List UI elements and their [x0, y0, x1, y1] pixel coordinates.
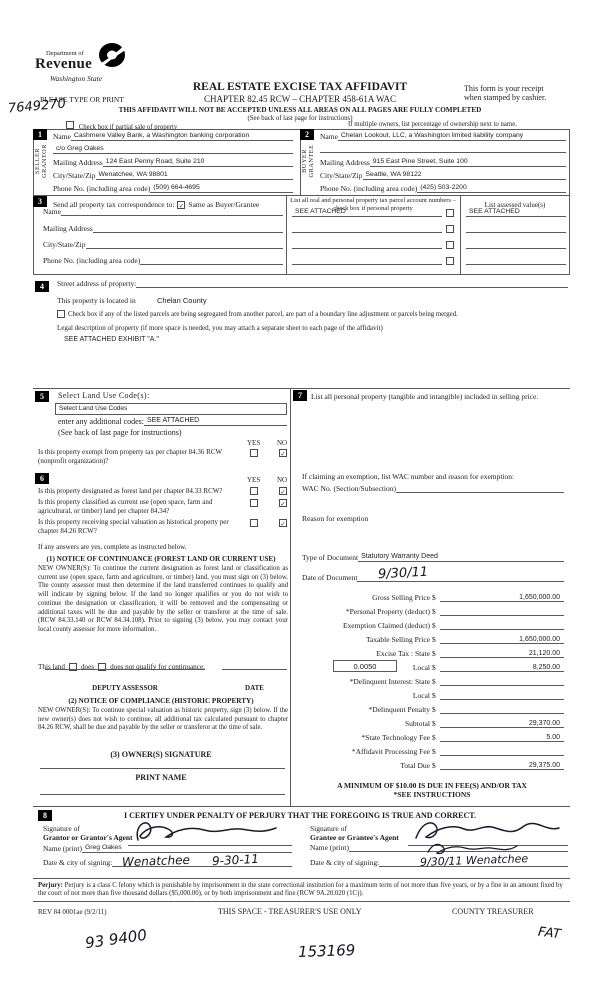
grantor-city-handwritten: Wenatchee: [121, 852, 191, 870]
seller-csz-label: City/State/Zip: [53, 171, 96, 180]
see-back-note: (See back of last page for instructions): [247, 115, 353, 122]
seller-careof-value: c/o Greg Oakes: [56, 145, 104, 152]
certify-statement: I CERTIFY UNDER PENALTY OF PERJURY THAT THE FOREGOING IS TRUE AND CORRECT.: [123, 811, 476, 820]
section5-number: 5: [35, 391, 49, 402]
buyer-phone-line: [417, 183, 566, 193]
region-divider: [290, 388, 291, 806]
historic-yes-checkbox[interactable]: [250, 519, 258, 527]
gross-dollar-sign: $: [432, 593, 436, 602]
notice2-title: (2) NOTICE OF COMPLIANCE (HISTORIC PROPERTY): [68, 697, 254, 705]
receipt-note-line2: when stamped by cashier.: [464, 93, 547, 102]
buyer-csz-line: [363, 170, 567, 180]
date-of-document-row: [302, 573, 564, 582]
assessed-row-1: [466, 207, 566, 217]
legal-description-value: SEE ATTACHED EXHIBIT "A.": [64, 336, 159, 343]
send-correspondence-label: Send all property tax correspondence to:: [53, 200, 175, 209]
corr-csz-line: [86, 240, 284, 249]
excise-tax-state-label: Excise Tax : State: [376, 649, 430, 658]
partial-sale-checkbox[interactable]: [66, 121, 74, 129]
grantor-name-print-line: [82, 843, 292, 853]
type-of-document-label: Type of Document: [302, 553, 359, 562]
wac-row: [302, 484, 564, 493]
seller-careof-line: [53, 144, 293, 154]
parcel-line-3: [292, 240, 442, 249]
parcel-value-1: SEE ATTACHED: [295, 208, 346, 215]
delinquent-local-dollar-sign: $: [432, 691, 436, 700]
excise-local-dollar-sign: $: [432, 663, 436, 672]
buyer-blank-line: [320, 144, 566, 153]
region-top-line: [33, 388, 570, 389]
deputy-date-line: [222, 669, 287, 670]
does-not-label: does not qualify for continuance.: [110, 663, 205, 671]
handwritten-stamp-center: 153169: [297, 941, 356, 961]
gross-selling-price-row: [296, 591, 570, 603]
land-use-dropdown[interactable]: [55, 403, 287, 415]
exemption-claimed-line: [440, 619, 564, 630]
seller-mailing-row: [53, 157, 293, 167]
buyer-phone-row: [320, 183, 566, 193]
section6-no-header: NO: [277, 476, 288, 484]
located-in-label: This property is located in: [57, 296, 136, 305]
delinquent-penalty-row: [296, 703, 570, 715]
grantee-signature-label2: Grantee or Grantee's Agent: [310, 833, 399, 842]
buyer-role-line2: GRANTEE: [307, 144, 315, 178]
see-instructions-note: *SEE INSTRUCTIONS: [393, 790, 471, 799]
notice1-body: NEW OWNER(S): To continue the current designation as forest land or classification as current use (open space, farm and agriculture, or timber) land, you must sign on (3) below. The county assessor must then determine if the land transferred continues to qualify and will indicate by signing below. If the land no longer qualifies or you do not wish to continue the designation or classification, it will be removed and the compensating or additional taxes will be due and payable by the seller or transferor at the time of sale. (RCW 84.33.140 or RCW 84.34.108). Prior to signing (3) below, you may contact your local county assessor for more information.: [38, 565, 288, 633]
seller-name-value: Cashmere Valley Bank, a Washington banking corporation: [73, 132, 250, 139]
subtotal-dollar-sign: $: [432, 719, 436, 728]
taxable-selling-price-row: [296, 633, 570, 645]
buyer-mailing-row: [320, 157, 566, 167]
handwritten-receipt-number: 7649270: [7, 96, 67, 117]
seller-phone-line: [150, 183, 293, 193]
buyer-name-row: [320, 131, 566, 141]
seller-mailing-line: [103, 157, 293, 167]
street-address-label: Street address of property:: [57, 279, 137, 288]
perjury-bottom-rule: [33, 901, 570, 902]
assessed-row-4: [466, 256, 566, 265]
buyer-name-label: Name: [320, 132, 338, 141]
buyer-role-line1: BUYER: [301, 149, 308, 173]
section5-see-back: (See back of last page for instructions): [58, 428, 182, 437]
section3-number: 3: [33, 196, 47, 207]
section6-yes-header: YES: [247, 476, 261, 484]
total-due-line: [440, 759, 564, 770]
assessed-row-2: [466, 224, 566, 233]
personal-property-deduct-label: *Personal Property (deduct): [345, 607, 430, 616]
buyer-name-line: [338, 131, 566, 141]
affidavit-fee-dollar-sign: $: [432, 747, 436, 756]
parcel-line-1: [292, 207, 442, 217]
same-as-buyer-checkbox[interactable]: ✓: [178, 201, 185, 210]
assessed-value-1: SEE ATTACHED: [469, 208, 520, 215]
parcel-personal-checkbox-1[interactable]: [446, 209, 454, 217]
land-use-title: Select Land Use Code(s):: [58, 391, 150, 400]
excise-tax-local-row: [296, 661, 570, 673]
form-revision-code: REV 84 0001ae (9/2/11): [38, 908, 107, 916]
personal-property-deduct-line: [440, 605, 564, 616]
affidavit-processing-fee-line: [440, 745, 564, 756]
assessed-line-2: [466, 224, 566, 233]
wac-line: [396, 484, 564, 493]
parcel-row-4: [292, 256, 454, 265]
exemption-claimed-row: [296, 619, 570, 631]
buyer-phone-value: (425) 503-2200: [420, 184, 467, 191]
assessed-line-4: [466, 256, 566, 265]
revenue-logo-icon: [97, 42, 127, 75]
section1-number: 1: [33, 129, 47, 140]
subtotal-line: [440, 717, 564, 728]
date-of-document-label: Date of Document: [302, 573, 358, 582]
grantor-date-city-label: Date & city of signing:: [43, 858, 113, 867]
state-technology-fee-label: *State Technology Fee: [361, 733, 430, 742]
same-as-buyer-label: Same as Buyer/Grantee: [188, 200, 260, 209]
perjury-paragraph: [38, 882, 570, 899]
subtotal-value: 29,370.00: [528, 720, 560, 727]
parcel-line-2: [292, 224, 442, 233]
current-use-no-checkbox[interactable]: ✓: [280, 500, 286, 508]
owners-signature-title: (3) OWNER(S) SIGNATURE: [110, 750, 212, 759]
notice2-body: NEW OWNER(S): To continue special valuation as historic property, sign (3) below. If the new owner(s) does not wish to continue, all additional tax calculated pursuant to chapter 84.26 RCW, shall be due and payable by the seller or transferor at the time of sale.: [38, 707, 288, 732]
additional-codes-label: enter any additional codes:: [58, 417, 144, 426]
section5-no-header: NO: [277, 439, 288, 447]
parcel-numbers-header: List all real and personal property tax parcel account numbers – check box if personal property: [290, 197, 456, 212]
partial-sale-label: Check box if partial sale of property: [78, 124, 178, 131]
grantor-signature-label2: Grantor or Grantor's Agent: [43, 833, 133, 842]
seller-mailing-label: Mailing Address: [53, 158, 103, 167]
grantor-name-print-label: Name (print): [43, 844, 82, 853]
grantee-signature-label1: Signature of: [310, 824, 347, 833]
minimum-fee-note: A MINIMUM OF $10.00 IS DUE IN FEE(S) AND/OR TAX: [337, 781, 527, 790]
if-yes-note: If any answers are yes, complete as instructed below.: [38, 543, 187, 551]
owners-signature-line: [40, 768, 285, 769]
seller-phone-value: (509) 664-4695: [153, 184, 200, 191]
taxable-selling-price-value: 1,650,000.00: [519, 636, 560, 643]
taxable-selling-price-line: [440, 633, 564, 644]
delinquent-interest-local-row: [296, 689, 570, 701]
delinquent-interest-local-line: [440, 689, 564, 700]
legal-description-label: Legal description of property (if more space is needed, you may attach a separate sheet to each page of the affidavit): [57, 324, 383, 332]
seller-role-line1: SELLER: [34, 147, 41, 175]
corr-csz-row: [43, 240, 283, 249]
date-of-document-handwritten: 9/30/11: [377, 564, 429, 583]
buyer-csz-row: [320, 170, 566, 180]
segregated-label: Check box if any of the listed parcels are being segregated from another parcel, are part of a boundary line adjustment or parcels being merged.: [68, 310, 458, 318]
seller-careof-row: [53, 144, 293, 154]
logo-state-line: Washington State: [50, 74, 103, 83]
parcel-row-1: [292, 207, 454, 217]
section2-number: 2: [300, 129, 314, 140]
deputy-assessor-label: DEPUTY ASSESSOR: [92, 684, 158, 692]
corr-mailing-row: [43, 224, 283, 233]
seller-grantor-side-label: [35, 132, 49, 190]
additional-codes-row: [58, 416, 287, 426]
grantor-name-print-value: Greg Oakes: [84, 844, 122, 851]
seller-csz-value: Wenatchee, WA 98801: [98, 171, 168, 178]
handwritten-stamp-right: FAT: [537, 924, 562, 943]
region-bottom-line: [33, 806, 570, 807]
additional-codes-value: SEE ATTACHED: [146, 417, 200, 424]
handwritten-stamp-left: 93 9400: [84, 925, 148, 953]
perjury-label: Perjury:: [38, 882, 63, 889]
grantee-name-print-label: Name (print): [310, 843, 349, 852]
corr-phone-row: [43, 256, 283, 265]
gross-selling-price-line: [440, 591, 564, 602]
personal-property-dollar-sign: $: [432, 607, 436, 616]
section7-number: 7: [293, 390, 307, 401]
seller-phone-label: Phone No. (including area code): [53, 184, 151, 193]
parcel-personal-checkbox-4[interactable]: [446, 257, 454, 265]
please-type-or-print: PLEASE TYPE OR PRINT: [40, 95, 124, 104]
reason-exemption-label: Reason for exemption: [302, 514, 369, 523]
corr-mailing-line: [93, 224, 283, 233]
grantor-date-handwritten: 9-30-11: [211, 851, 260, 869]
seller-name-label: Name: [53, 132, 71, 141]
parcel-row-2: [292, 224, 454, 233]
seller-name-line: [71, 131, 293, 141]
parties-box-divider-h: [33, 195, 570, 196]
local-rate-box: 0.0050: [333, 660, 397, 672]
excise-tax-state-line: [440, 647, 564, 658]
corr-name-row: [43, 207, 283, 216]
delinquent-interest-local-label: Local: [412, 691, 430, 700]
delinquent-penalty-dollar-sign: $: [432, 705, 436, 714]
section8-number: 8: [38, 810, 52, 821]
delinquent-interest-state-line: [440, 675, 564, 686]
current-use-question: Is this property classified as current use (open space, farm and agricultural, or timber) land per chapter 84.34?: [38, 498, 213, 515]
taxable-selling-price-label: Taxable Selling Price: [365, 635, 430, 644]
parcel-personal-checkbox-3[interactable]: [446, 241, 454, 249]
corr-phone-label: Phone No. (including area code): [43, 256, 141, 265]
buyer-mailing-line: [370, 157, 566, 167]
corr-name-label: Name: [43, 207, 61, 216]
excise-tax-local-line: [440, 661, 564, 672]
gross-selling-price-value: 1,650,000.00: [519, 594, 560, 601]
receipt-note-line1: This form is your receipt: [464, 84, 544, 93]
delinquent-interest-state-label: *Delinquent Interest: State: [349, 677, 430, 686]
perjury-body: Perjury is a class C felony which is punishable by imprisonment in the state correctional institution for a maximum term of not more than five years, or by a fine in an amount fixed by the court of not more than five thousand dollars ($5,000.00), or by both imprisonment and fine (RCW 9A.20.020 (1C)).: [38, 882, 563, 898]
buyer-mailing-label: Mailing Address: [320, 158, 370, 167]
parcel-personal-checkbox-2[interactable]: [446, 225, 454, 233]
state-technology-fee-row: [296, 731, 570, 743]
buyer-csz-label: City/State/Zip: [320, 171, 363, 180]
multiple-owners-note: If multiple owners, list percentage of ownership next to name.: [348, 121, 517, 128]
type-of-document-value: Statutory Warranty Deed: [361, 553, 438, 560]
affidavit-processing-fee-row: [296, 745, 570, 757]
print-name-line: [40, 794, 285, 795]
corr-name-line: [61, 207, 283, 216]
notice1-title: (1) NOTICE OF CONTINUANCE (FOREST LAND OR CURRENT USE): [46, 555, 276, 563]
current-use-yes-checkbox[interactable]: [250, 499, 258, 507]
delinquent-interest-state-row: [296, 675, 570, 687]
state-technology-fee-line: [440, 731, 564, 742]
total-due-row: [296, 759, 570, 771]
assessed-values-header: List assessed value(s): [484, 201, 546, 209]
corr-mailing-label: Mailing Address: [43, 224, 93, 233]
excise-tax-state-row: [296, 647, 570, 659]
exempt-yes-checkbox[interactable]: [250, 449, 258, 457]
grantee-date-city-handwritten: 9/30/11 Wenatchee: [419, 852, 529, 869]
seller-phone-row: [53, 183, 293, 193]
delinquent-interest-dollar-sign: $: [432, 677, 436, 686]
exempt-no-checkbox[interactable]: ✓: [280, 450, 286, 458]
section6-number: 6: [35, 473, 49, 484]
personal-property-intro: List all personal property (tangible and intangible) included in selling price.: [311, 392, 539, 401]
section3-divider1: [286, 196, 287, 275]
seller-role-line2: GRANTOR: [40, 144, 48, 178]
buyer-phone-label: Phone No. (including area code): [320, 184, 418, 193]
type-of-document-line: [358, 552, 564, 562]
assessed-line-1: [466, 207, 566, 217]
personal-property-deduct-row: [296, 605, 570, 617]
exemption-note: If claiming an exemption, list WAC number and reason for exemption:: [302, 472, 515, 481]
grantee-date-city-label: Date & city of signing:: [310, 858, 380, 867]
section3-divider2: [460, 196, 461, 275]
exemption-claimed-label: Exemption Claimed (deduct): [342, 621, 430, 630]
assessed-row-3: [466, 240, 566, 249]
assessed-line-3: [466, 240, 566, 249]
delinquent-penalty-label: *Delinquent Penalty: [368, 705, 430, 714]
parcel-line-4: [292, 256, 442, 265]
print-name-label: PRINT NAME: [135, 773, 187, 782]
county-value: Chelan County: [157, 296, 207, 305]
wac-label: WAC No. (Section/Subsection): [302, 484, 396, 493]
affidavit-processing-fee-label: *Affidavit Processing Fee: [351, 747, 430, 756]
logo-dept-line: Department of: [46, 50, 84, 57]
street-address-line: [136, 279, 568, 288]
does-label: does: [80, 663, 95, 671]
segregated-row: [57, 310, 458, 318]
subtotal-label: Subtotal: [404, 719, 430, 728]
segregated-checkbox[interactable]: [57, 310, 65, 318]
seller-name-row: [53, 131, 293, 141]
land-use-dropdown-value: Select Land Use Codes: [59, 405, 128, 412]
state-technology-fee-value: 5.00: [546, 734, 560, 741]
total-due-value: 29,375.00: [528, 762, 560, 769]
historic-question: Is this property receiving special valuation as historical property per chapter 84.26 RCW?: [38, 518, 229, 535]
excise-tax-state-value: 21,120.00: [528, 650, 560, 657]
type-of-document-row: [302, 552, 564, 562]
forest-question: Is this property designated as forest land per chapter 84.33 RCW?: [38, 487, 223, 495]
excise-state-dollar-sign: $: [432, 649, 436, 658]
corr-csz-label: City/State/Zip: [43, 240, 86, 249]
forest-yes-checkbox[interactable]: [250, 487, 258, 495]
subtotal-row: [296, 717, 570, 729]
forest-no-checkbox[interactable]: ✓: [280, 488, 286, 496]
county-treasurer-label: COUNTY TREASURER: [452, 907, 534, 916]
parcel-row-3: [292, 240, 454, 249]
treasurer-space-label: THIS SPACE - TREASURER'S USE ONLY: [218, 907, 362, 916]
street-address-row: [57, 279, 568, 288]
form-chapter: CHAPTER 82.45 RCW – CHAPTER 458-61A WAC: [204, 94, 396, 104]
exemption-claimed-dollar-sign: $: [432, 621, 436, 630]
form-title: REAL ESTATE EXCISE TAX AFFIDAVIT: [192, 81, 408, 93]
historic-no-checkbox[interactable]: ✓: [280, 520, 286, 528]
corr-phone-line: [140, 256, 283, 265]
state-tech-dollar-sign: $: [432, 733, 436, 742]
deputy-date-label: DATE: [245, 684, 264, 692]
seller-mailing-value: 124 East Penny Road, Suite 210: [105, 158, 205, 165]
this-land-label: This land: [38, 663, 65, 671]
excise-tax-local-label: Local: [412, 663, 430, 672]
logo-agency: Revenue: [35, 56, 93, 72]
exempt-question: Is this property exempt from property tax per chapter 84.36 RCW (nonprofit organization)?: [38, 448, 222, 465]
section4-number: 4: [35, 281, 49, 292]
seller-csz-line: [96, 170, 294, 180]
buyer-blank-row: [320, 144, 566, 153]
deputy-assessor-line: [45, 669, 205, 670]
gross-selling-price-label: Gross Selling Price: [372, 593, 430, 602]
buyer-grantee-side-label: [302, 132, 316, 190]
excise-tax-local-value: 8,250.00: [532, 664, 560, 671]
delinquent-penalty-line: [440, 703, 564, 714]
buyer-name-value: Chelan Lookout, LLC, a Washington limited liability company: [340, 132, 524, 139]
section5-yes-header: YES: [247, 439, 261, 447]
perjury-top-rule: [33, 878, 570, 879]
taxable-dollar-sign: $: [432, 635, 436, 644]
grantor-signature-label1: Signature of: [43, 824, 80, 833]
acceptance-warning: THIS AFFIDAVIT WILL NOT BE ACCEPTED UNLESS ALL AREAS ON ALL PAGES ARE FULLY COMPLETED: [118, 106, 482, 114]
buyer-csz-value: Seattle, WA 98122: [365, 171, 422, 178]
total-due-label: Total Due: [400, 761, 430, 770]
seller-csz-row: [53, 170, 293, 180]
total-due-dollar-sign: $: [432, 761, 436, 770]
additional-codes-line: [144, 416, 287, 426]
buyer-mailing-value: 915 East Pine Street, Suite 100: [372, 158, 468, 165]
